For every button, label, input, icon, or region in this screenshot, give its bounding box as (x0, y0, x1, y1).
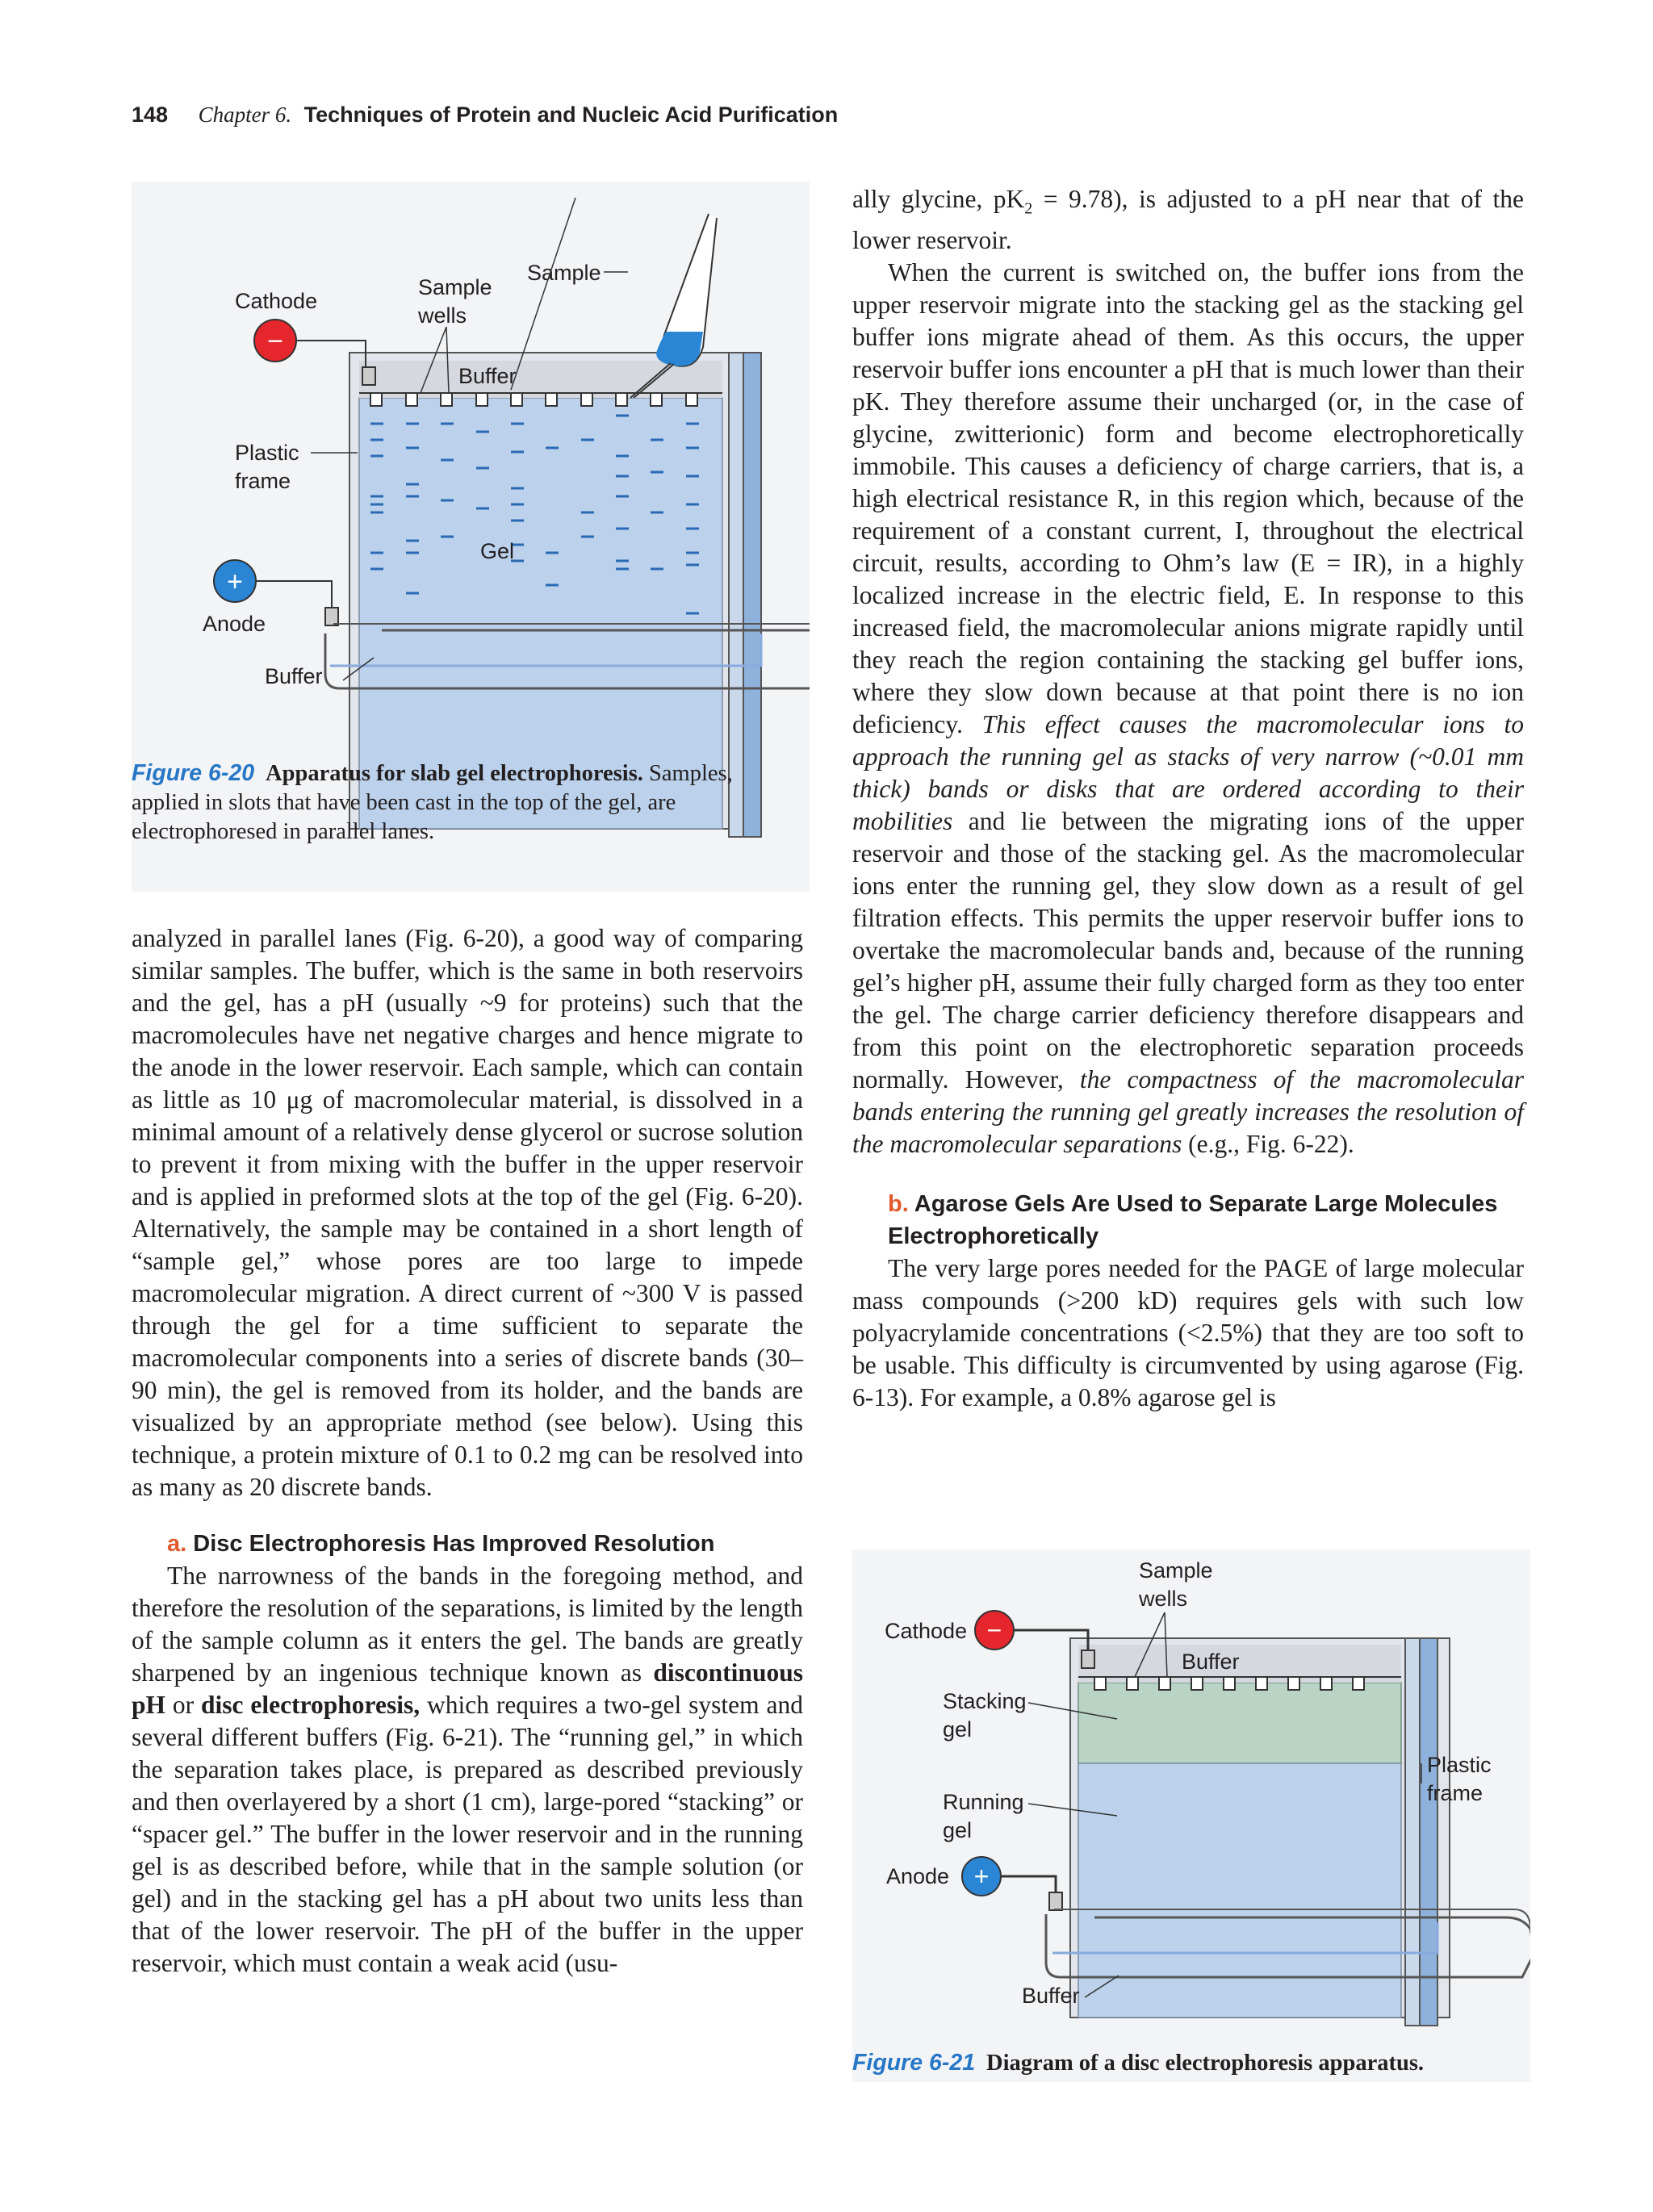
right-paragraph-2 (852, 257, 1524, 1160)
figure-6-21-title: Diagram of a disc electrophoresis apparatus. (986, 2051, 1425, 2076)
figure-6-21-caption (852, 2048, 1530, 2078)
section-a-title: Disc Electrophoresis Has Improved Resolution (193, 1531, 715, 1557)
running-gel-label-2: gel (943, 1818, 973, 1842)
anode-sign: + (227, 567, 243, 597)
sample-wells-label-2: wells (418, 303, 467, 328)
right-paragraph-1 (852, 183, 1524, 257)
chapter-title: Techniques of Protein and Nucleic Acid Purification (303, 102, 839, 127)
anode-electrode-6-21 (1049, 1892, 1062, 1910)
sample-wells-6-21-label-1: Sample (1139, 1558, 1213, 1583)
anode-electrode (325, 608, 338, 625)
page-number: 148 (132, 102, 169, 127)
section-b-title: Agarose Gels Are Used to Separate Large Molecules Electrophoretically (888, 1191, 1498, 1250)
term-discontinuous-ph: discontinuous pH (132, 1658, 803, 1719)
figure-6-20-caption (132, 759, 793, 847)
left-paragraph-2 (132, 1560, 803, 1980)
sample-wells-6-21-label-2: wells (1139, 1587, 1188, 1611)
cathode-label: Cathode (235, 289, 318, 313)
buffer-bottom-6-21-label: Buffer (1022, 1984, 1080, 2008)
anode-sign-6-21: + (973, 1862, 990, 1891)
cathode-electrode (362, 367, 375, 385)
right-p2-italic: This effect causes the macromolecular ions to approach the running gel as stacks of very narrow (~0.01 mm thick) bands or disks that are ordered according to their mobilities (852, 710, 1524, 836)
figure-6-20-number: Figure 6-20 (132, 760, 255, 786)
sample-label: Sample (527, 261, 601, 285)
left-paragraph-1: analyzed in parallel lanes (Fig. 6-20), a good way of comparing similar samples. The buffer, which is the same in both reservoirs and the gel, has a pH (usually ~9 for proteins) such that the macromolecules have net negative charges and hence migrate to the anode in the lower reservoir. Each sample, which can contain as little as 10 μg of macromolecular material, is dissolved in a minimal amount of a relatively dense glycerol or sucrose solution to prevent it from mixing with the buffer in the upper reservoir and is applied in preformed slots at the top of the gel (Fig. 6-20). Alternatively, the sample may be contained in a short length of “sample gel,” whose pores are too large to impede macromolecular migration. A direct current of ~300 V is passed through the gel for a time sufficient to separate the macromolecular components into a series of discrete bands (30–90 min), the gel is removed from its holder, and the bands are visualized by an appropriate method (see below). Using this technique, a protein mixture of 0.1 to 0.2 mg can be resolved into as many as 20 discrete bands. (132, 924, 803, 1501)
stacking-gel (1078, 1683, 1401, 1763)
right-p2-a: When the current is switched on, the buffer ions from the upper reservoir migrate into the stacking gel as the stacking gel buffer ions migrate ahead of them. As this occurs, the upper reservoir buffer ions encounter a pH that is much lower than their pK. They therefore assume their uncharged (or, in the case of glycine, zwitterionic) form and become electrophoretically immobile. This causes a deficiency of charge carriers, that is, a high electrical resistance R, in this region which, because of the requirement of a constant current, I, throughout the electrical circuit, results, according to Ohm’s law (E = IR), in a highly localized increase in the electric field, E. In response to this increased field, the macromolecular anions migrate rapidly until they reach the region containing the stacking gel buffer ions, where they slow down because at that point there is no ion deficiency. (852, 258, 1524, 739)
running-gel-label-1: Running (943, 1790, 1024, 1814)
section-b-letter: b. (888, 1191, 909, 1218)
left-p2-a: The narrowness of the bands in the foregoing method, and therefore the resolution of the separations, is limited by the length of the sample column as it enters the gel. The bands are greatly sharpened by an ingenious technique known as (132, 1562, 803, 1687)
disc-electrophoresis-diagram (852, 1549, 1530, 2050)
figure-6-21 (852, 1549, 1530, 2050)
buffer-top-label: Buffer (458, 364, 517, 388)
right-paragraph-3: The very large pores needed for the PAGE of large molecular mass compounds (>200 kD) requires gels with such low polyacrylamide concentrations (<2.5%) that they are too soft to be usable. This difficulty is circumvented by using agarose (Fig. 6-13). For example, a 0.8% agarose gel is (852, 1254, 1524, 1412)
plastic-frame-6-21-label-1: Plastic (1427, 1753, 1492, 1777)
cathode-electrode-6-21 (1082, 1650, 1094, 1668)
buffer-top-6-21-label: Buffer (1182, 1650, 1240, 1674)
figure-6-21-number: Figure 6-21 (852, 2050, 976, 2076)
term-disc-electrophoresis: disc electrophoresis, (201, 1691, 421, 1719)
figure-6-20 (132, 182, 810, 851)
section-a-letter: a. (167, 1531, 187, 1557)
right-p1-a: ally glycine, pK (852, 185, 1025, 213)
cathode-sign-6-21: − (986, 1616, 1002, 1645)
right-p2-italic2: the compactness of the macromolecular bands entering the running gel greatly increases the resolution of the macromolecular separations (852, 1065, 1524, 1159)
anode-6-21-label: Anode (886, 1864, 950, 1888)
plastic-frame-label-1: Plastic (235, 441, 299, 465)
left-p2-or: or (165, 1691, 202, 1719)
right-p2-c: (e.g., Fig. 6-22). (1182, 1130, 1354, 1159)
running-gel (1078, 1763, 1401, 2018)
figure-6-20-text: Samples, applied in slots that have been cast in the top of the gel, are electrophoresed in parallel lanes. (132, 761, 733, 844)
stacking-gel-label-2: gel (943, 1717, 973, 1742)
right-column (852, 183, 1524, 1414)
anode-label: Anode (203, 612, 266, 636)
cathode-sign: − (267, 326, 283, 357)
left-column (132, 922, 803, 1980)
plastic-frame-label-2: frame (235, 469, 291, 493)
sample-wells-label-1: Sample (418, 275, 492, 299)
right-p1-sub: 2 (1024, 199, 1033, 218)
right-p1-b: = 9.78), is adjusted to a pH near that of the lower reservoir. (852, 185, 1524, 255)
gel-label: Gel (480, 539, 515, 563)
cathode-6-21-label: Cathode (885, 1619, 968, 1643)
right-p2-b: and lie between the migrating ions of the upper reservoir and those of the stacking gel. As the macromolecular ions enter the running gel, they slow down as a result of gel filtration effects. This permits the upper reservoir buffer ions to overtake the macromolecular bands and, because of the running gel’s higher pH, assume their fully charged form as they too enter the gel. The charge carrier deficiency therefore disappears and from this point on the electrophoretic separation proceeds normally. However, (852, 807, 1524, 1094)
section-b-heading (888, 1188, 1524, 1252)
plastic-frame-6-21-label-2: frame (1427, 1781, 1484, 1805)
buffer-bottom-label: Buffer (265, 664, 323, 688)
left-p2-c: which requires a two-gel system and several different buffers (Fig. 6-21). The “running gel,” in which the separation takes place, is prepared as described previously and then overlayered by a short (1 cm), large-pored “stacking” or “spacer gel.” The buffer in the lower reservoir and in the running gel is as described before, while that in the sample solution (or gel) and in the stacking gel has a pH about two units less than that of the lower reservoir. The pH of the buffer in the upper reservoir, which must contain a weak acid (usu- (132, 1691, 803, 1977)
figure-6-20-title: Apparatus for slab gel electrophoresis. (266, 761, 643, 786)
stacking-gel-label-1: Stacking (943, 1689, 1027, 1713)
slab-gel-diagram (132, 182, 810, 851)
section-a-heading (167, 1528, 803, 1560)
chapter-label: Chapter 6. (198, 102, 292, 127)
running-header (132, 102, 838, 128)
